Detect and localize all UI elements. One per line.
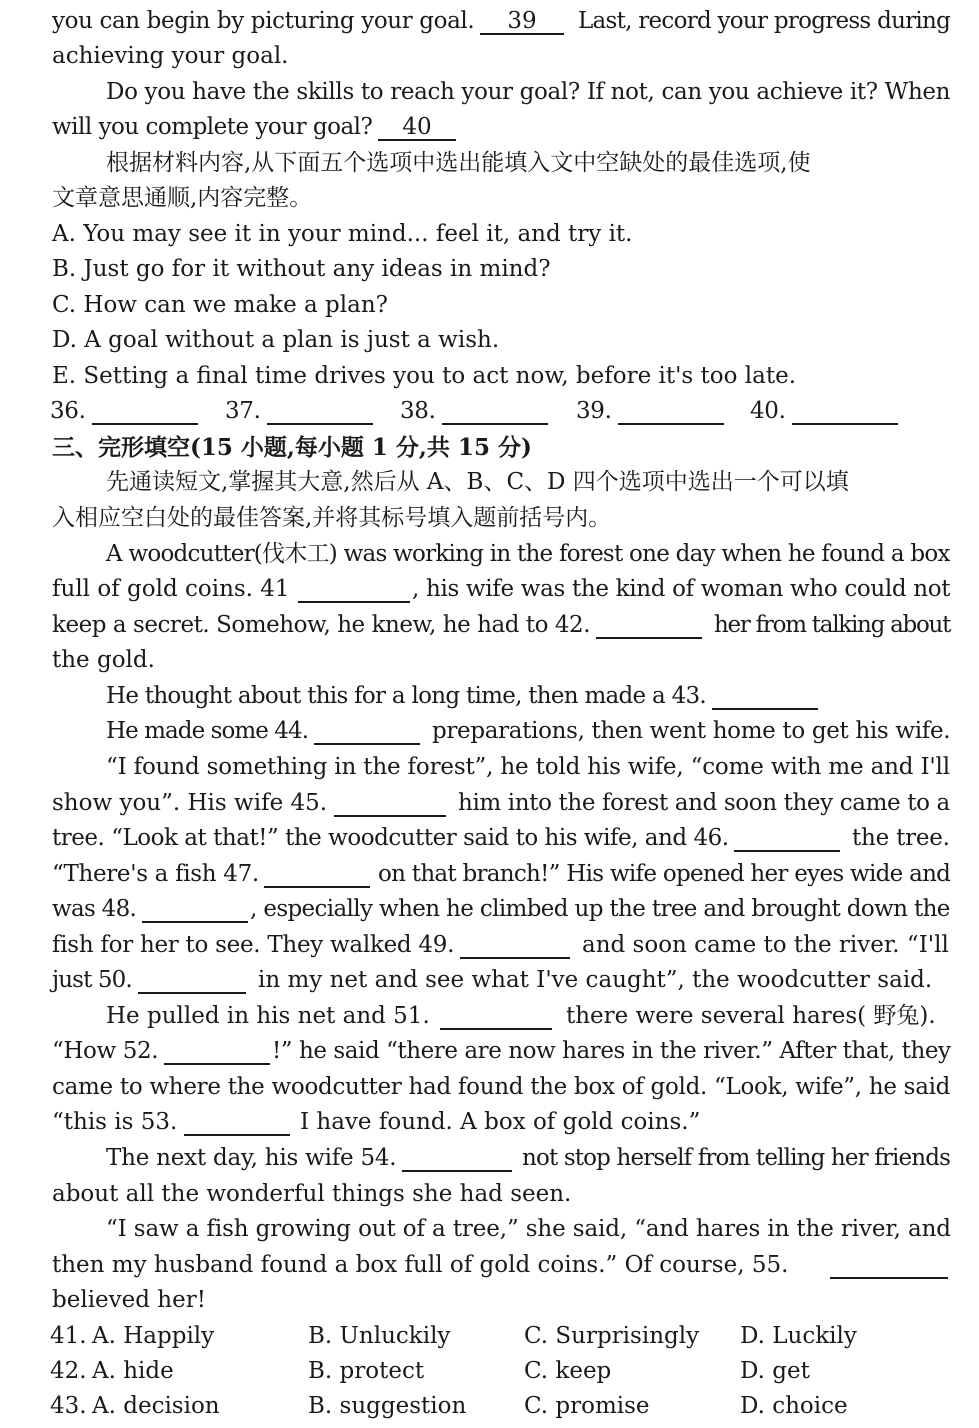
section-heading-line [0, 430, 979, 465]
answer-blank-36[interactable] [92, 423, 198, 425]
passage-line [0, 75, 979, 110]
story-line [0, 999, 979, 1034]
blank-51[interactable] [440, 1028, 552, 1030]
story-line [0, 537, 979, 572]
story-line [0, 786, 979, 821]
story-text: He pulled in his net and 51. [106, 1003, 430, 1029]
slot-label-40: 40. [750, 398, 786, 424]
passage-line [0, 110, 979, 145]
story-line [0, 1105, 979, 1140]
option-a[interactable]: A. hide [92, 1358, 174, 1384]
story-line [0, 821, 979, 856]
passage-line [0, 39, 979, 74]
option-c[interactable]: C. keep [524, 1358, 612, 1384]
blank-50[interactable] [138, 992, 246, 994]
choice-text: D. A goal without a plan is just a wish. [52, 327, 500, 353]
choice-text: A. You may see it in your mind... feel it, and try it. [52, 221, 633, 247]
choice-c [0, 288, 979, 323]
story-text: in my net and see what I've caught”, the woodcutter said. [258, 967, 933, 993]
option-number: 42. [50, 1358, 87, 1384]
story-text: him into the forest and soon they came to a [458, 790, 950, 816]
story-text: “I saw a fish growing out of a tree,” she said, “and hares in the river, and [106, 1216, 951, 1242]
option-c[interactable]: C. promise [524, 1393, 650, 1419]
story-line [0, 750, 979, 785]
instruction-line [0, 181, 979, 216]
blank-45[interactable] [334, 815, 446, 817]
story-text: preparations, then went home to get his wife. [432, 718, 951, 744]
option-d[interactable]: D. choice [740, 1393, 848, 1419]
story-text: , his wife was the kind of woman who could not [412, 576, 951, 602]
story-line [0, 1141, 979, 1176]
story-line [0, 1283, 979, 1318]
choice-a [0, 217, 979, 252]
choice-d [0, 323, 979, 358]
option-row-42 [0, 1354, 979, 1389]
story-text: fish for her to see. They walked 49. [52, 932, 455, 958]
story-text: then my husband found a box full of gold coins.” Of course, 55. [52, 1252, 789, 1278]
story-text: was 48. [52, 896, 137, 922]
story-text: her from talking about [714, 612, 951, 638]
story-text: the tree. [852, 825, 950, 851]
story-text: !” he said “there are now hares in the river.” After that, they [272, 1038, 951, 1064]
story-text: A woodcutter(伐木工) was working in the forest one day when he found a box [106, 541, 950, 567]
instruction-text: 先通读短文,掌握其大意,然后从 A、B、C、D 四个选项中选出一个可以填 [106, 469, 849, 495]
instruction-line [0, 146, 979, 181]
passage-line [0, 4, 979, 39]
option-number: 43. [50, 1393, 87, 1419]
slot-label-36: 36. [50, 398, 86, 424]
option-d[interactable]: D. Luckily [740, 1323, 857, 1349]
story-line [0, 679, 979, 714]
story-text: “this is 53. [52, 1109, 178, 1135]
instruction-text: 文章意思通顺,内容完整。 [52, 185, 313, 211]
answer-blank-37[interactable] [267, 423, 373, 425]
story-text: about all the wonderful things she had seen. [52, 1181, 572, 1207]
story-line [0, 572, 979, 607]
passage-text: Do you have the skills to reach your goal? If not, can you achieve it? When [106, 79, 951, 105]
instruction-line [0, 501, 979, 536]
instruction-text: 根据材料内容,从下面五个选项中选出能填入文中空缺处的最佳选项,使 [106, 150, 811, 176]
option-d[interactable]: D. get [740, 1358, 810, 1384]
option-c[interactable]: C. Surprisingly [524, 1323, 700, 1349]
passage-text: Last, record your progress during [578, 8, 951, 34]
story-text: just 50. [52, 967, 132, 993]
passage-text: will you complete your goal? [52, 114, 373, 140]
passage-text: you can begin by picturing your goal. [52, 8, 475, 34]
story-text: the gold. [52, 647, 155, 673]
story-line [0, 1212, 979, 1247]
blank-number: 40 [402, 114, 432, 140]
option-b[interactable]: B. protect [308, 1358, 425, 1384]
option-number: 41. [50, 1323, 87, 1349]
choice-text: C. How can we make a plan? [52, 292, 388, 318]
story-text: not stop herself from telling her friends [522, 1145, 951, 1171]
blank-number: 39 [507, 8, 537, 34]
blank-52[interactable] [164, 1063, 270, 1065]
option-a[interactable]: A. decision [92, 1393, 220, 1419]
blank-53[interactable] [184, 1134, 290, 1136]
choice-text: E. Setting a final time drives you to act now, before it's too late. [52, 363, 797, 389]
slot-label-39: 39. [576, 398, 612, 424]
choice-b [0, 252, 979, 287]
story-text: keep a secret. Somehow, he knew, he had to 42. [52, 612, 591, 638]
answer-blank-39[interactable] [618, 423, 724, 425]
story-line [0, 892, 979, 927]
blank-47[interactable] [264, 886, 370, 888]
option-row-43 [0, 1389, 979, 1424]
story-text: “How 52. [52, 1038, 159, 1064]
story-text: came to where the woodcutter had found the box of gold. “Look, wife”, he said [52, 1074, 951, 1100]
instruction-text: 入相应空白处的最佳答案,并将其标号填入题前括号内。 [52, 505, 612, 531]
story-text: I have found. A box of gold coins.” [300, 1109, 701, 1135]
option-a[interactable]: A. Happily [92, 1323, 215, 1349]
story-text: tree. “Look at that!” the woodcutter said to his wife, and 46. [52, 825, 729, 851]
slot-label-37: 37. [225, 398, 261, 424]
story-text: there were several hares( 野兔). [566, 1003, 936, 1029]
story-line [0, 714, 979, 749]
story-text: , especially when he climbed up the tree and brought down the [250, 896, 950, 922]
story-text: “There's a fish 47. [52, 861, 259, 887]
blank-46[interactable] [734, 850, 840, 852]
blank-44[interactable] [314, 743, 420, 745]
choice-text: B. Just go for it without any ideas in mind? [52, 256, 551, 282]
blank-49[interactable] [460, 957, 570, 959]
option-row-41 [0, 1319, 979, 1354]
answer-blank-40[interactable] [792, 423, 898, 425]
story-line [0, 857, 979, 892]
story-text: He made some 44. [106, 718, 309, 744]
story-line [0, 1034, 979, 1069]
story-text: He thought about this for a long time, then made a 43. [106, 683, 707, 709]
story-text: full of gold coins. 41 [52, 576, 290, 602]
story-text: and soon came to the river. “I'll [582, 932, 949, 958]
story-line [0, 608, 979, 643]
answer-blank-38[interactable] [442, 423, 548, 425]
option-b[interactable]: B. Unluckily [308, 1323, 451, 1349]
story-text: show you”. His wife 45. [52, 790, 328, 816]
story-line [0, 1177, 979, 1212]
story-line [0, 928, 979, 963]
story-line [0, 1070, 979, 1105]
story-text: believed her! [52, 1287, 206, 1313]
story-line [0, 643, 979, 678]
instruction-line [0, 465, 979, 500]
choice-e [0, 359, 979, 394]
blank-41[interactable] [298, 601, 410, 603]
story-text: The next day, his wife 54. [106, 1145, 397, 1171]
story-line [0, 1248, 979, 1283]
slot-label-38: 38. [400, 398, 436, 424]
blank-55[interactable] [830, 1277, 948, 1279]
story-line [0, 963, 979, 998]
blank-48[interactable] [142, 921, 248, 923]
blank-43[interactable] [712, 708, 818, 710]
blank-42[interactable] [596, 637, 702, 639]
story-text: “I found something in the forest”, he told his wife, “come with me and I'll [106, 754, 950, 780]
answer-slots [0, 394, 979, 429]
section-heading: 三、完形填空(15 小题,每小题 1 分,共 15 分) [52, 434, 532, 461]
passage-text: achieving your goal. [52, 43, 289, 69]
story-text: on that branch!” His wife opened her eyes wide and [378, 861, 951, 887]
option-b[interactable]: B. suggestion [308, 1393, 467, 1419]
blank-54[interactable] [402, 1170, 512, 1172]
